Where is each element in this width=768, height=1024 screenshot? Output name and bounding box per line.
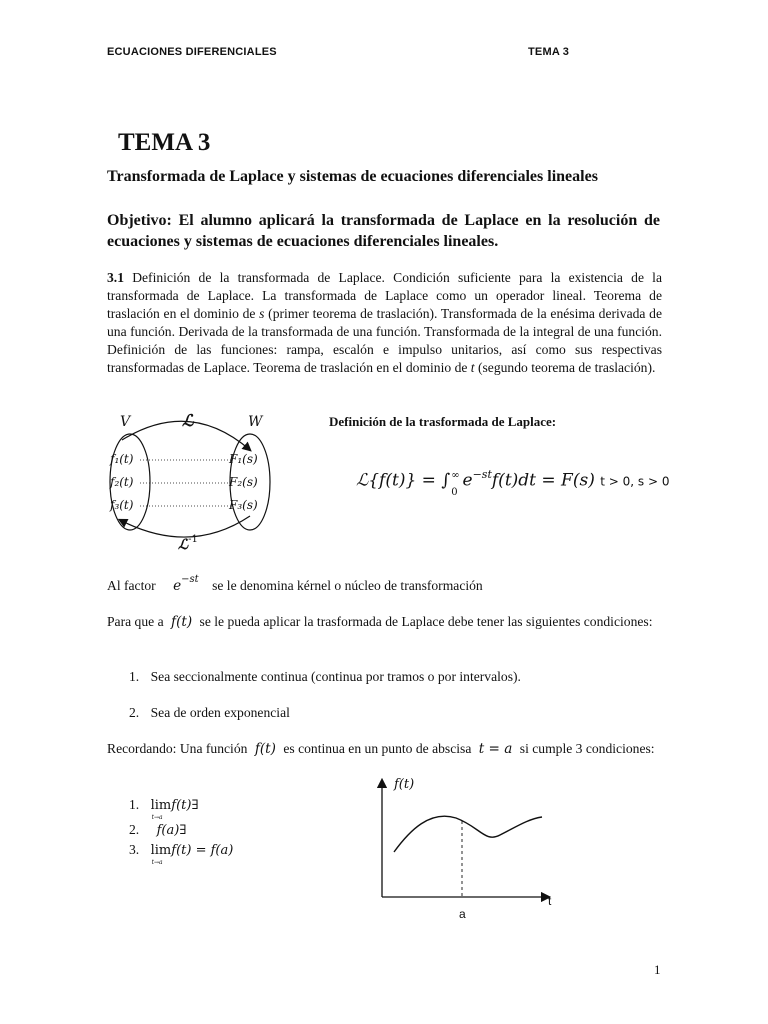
left-item-3: f₃(t) [110, 498, 134, 512]
laplace-definition-formula [356, 467, 670, 498]
kernel-factor [173, 574, 199, 594]
right-item-2: F₂(s) [229, 475, 258, 489]
section-var-t: t [470, 360, 475, 375]
graph-ylabel: f(t) [394, 777, 415, 792]
condition-text-2: Sea de orden exponencial [150, 705, 290, 720]
condition-num-1: 1. [129, 669, 140, 684]
left-item-1: f₁(t) [110, 452, 134, 466]
lim-sub-3: t→a [151, 859, 163, 866]
formula-upper-limit: ∞ [451, 470, 460, 481]
continuity-mid: es continua en un punto de abscisa [283, 741, 472, 756]
condition-text-1: Sea seccionalmente continua (continua por tramos o por intervalos). [150, 669, 521, 684]
kernel-post: se le denomina kérnel o núcleo de transformación [212, 578, 483, 593]
header-course: ECUACIONES DIFERENCIALES [107, 46, 277, 58]
continuity-expr-2: f(a)∃ [156, 823, 187, 838]
kernel-pre: Al factor [107, 578, 156, 593]
continuity-item-2 [129, 820, 186, 840]
inverse-operator-symbol: ℒ [178, 537, 189, 553]
right-item-1: F₁(s) [229, 452, 258, 466]
formula-lower-limit: 0 [451, 487, 458, 498]
page-number: 1 [654, 962, 661, 977]
formula-rest: f(t)dt = F(s) [491, 470, 595, 491]
formula-exponent: −st [472, 467, 492, 481]
section-text-a: Definición de la transformada de Laplace. Condición suficiente para la existencia de la transformada de Laplace. La transformada de Laplace como un operador lineal. Teorema de traslación en el dominio de [107, 270, 662, 321]
left-item-2: f₂(t) [110, 475, 134, 489]
continuity-item-1 [129, 795, 199, 821]
conditions-intro-pre: Para que a [107, 614, 164, 629]
page-title: TEMA 3 [118, 129, 211, 156]
domain-label: V [120, 414, 131, 430]
formula-condition: t > 0, s > 0 [600, 474, 670, 489]
formula-lhs: ℒ{f(t)} = ∫ [356, 470, 451, 491]
section-text-b: (primer teorema de traslación). Transformada de la enésima derivada de una función. Derivada de la transformada de una función. Transformada de la integral de una función. Definición de las funciones: rampa, escalón e impulso unitarios, así como sus respectivas transformadas de Laplace. Teorema de traslación en el dominio de [107, 306, 662, 375]
conditions-intro [107, 612, 661, 632]
graph-point-label: a [459, 907, 466, 921]
page-subtitle: Transformada de Laplace y sistemas de ecuaciones diferenciales lineales [107, 168, 598, 185]
continuity-func: f(t) [254, 741, 276, 757]
continuity-pre: Recordando: Una función [107, 741, 248, 756]
formula-integrand: e [462, 470, 473, 491]
continuity-expr-1: f(t)∃ [171, 798, 199, 813]
condition-item-1 [129, 667, 521, 686]
section-var-s: s [259, 306, 265, 321]
graph-xlabel: t [548, 894, 552, 908]
continuity-intro [107, 739, 661, 759]
section-number: 3.1 [107, 270, 124, 285]
kernel-exp: −st [181, 574, 199, 585]
lim-1: lim [150, 798, 172, 813]
codomain-label: W [248, 414, 263, 430]
lim-3: lim [150, 843, 172, 858]
objective-text: El alumno aplicará la transformada de Laplace en la resolución de ecuaciones y sistemas de ecuaciones diferenciales lineales. [107, 212, 660, 250]
right-item-3: F₃(s) [229, 498, 258, 512]
continuity-item-3 [129, 840, 233, 866]
section-paragraph [107, 269, 662, 377]
continuity-post: si cumple 3 condiciones: [519, 741, 655, 756]
continuity-num-3: 3. [129, 842, 140, 857]
continuity-graph [370, 775, 560, 905]
continuity-expr-3: f(t) = f(a) [171, 843, 234, 858]
inverse-operator-label [178, 534, 198, 553]
function-curve [394, 816, 542, 852]
inverse-arrow [120, 516, 250, 537]
header-topic: TEMA 3 [528, 46, 570, 58]
condition-num-2: 2. [129, 705, 140, 720]
objective-paragraph [107, 210, 660, 252]
kernel-sentence [107, 576, 483, 597]
kernel-base: e [173, 578, 182, 594]
conditions-intro-post: se le pueda aplicar la trasformada de Laplace debe tener las siguientes condiciones: [199, 614, 653, 629]
continuity-num-2: 2. [129, 822, 140, 837]
continuity-num-1: 1. [129, 797, 140, 812]
inverse-operator-exp: -1 [188, 534, 198, 545]
conditions-intro-func: f(t) [171, 614, 193, 630]
section-text-c: (segundo teorema de traslación). [474, 360, 656, 375]
objective-label: Objetivo: [107, 212, 172, 229]
laplace-operator-label: ℒ [182, 411, 194, 430]
continuity-eq: t = a [478, 741, 513, 757]
condition-item-2 [129, 703, 290, 722]
lim-sub-1: t→a [151, 814, 163, 821]
definition-title: Definición de la trasformada de Laplace: [329, 414, 557, 429]
